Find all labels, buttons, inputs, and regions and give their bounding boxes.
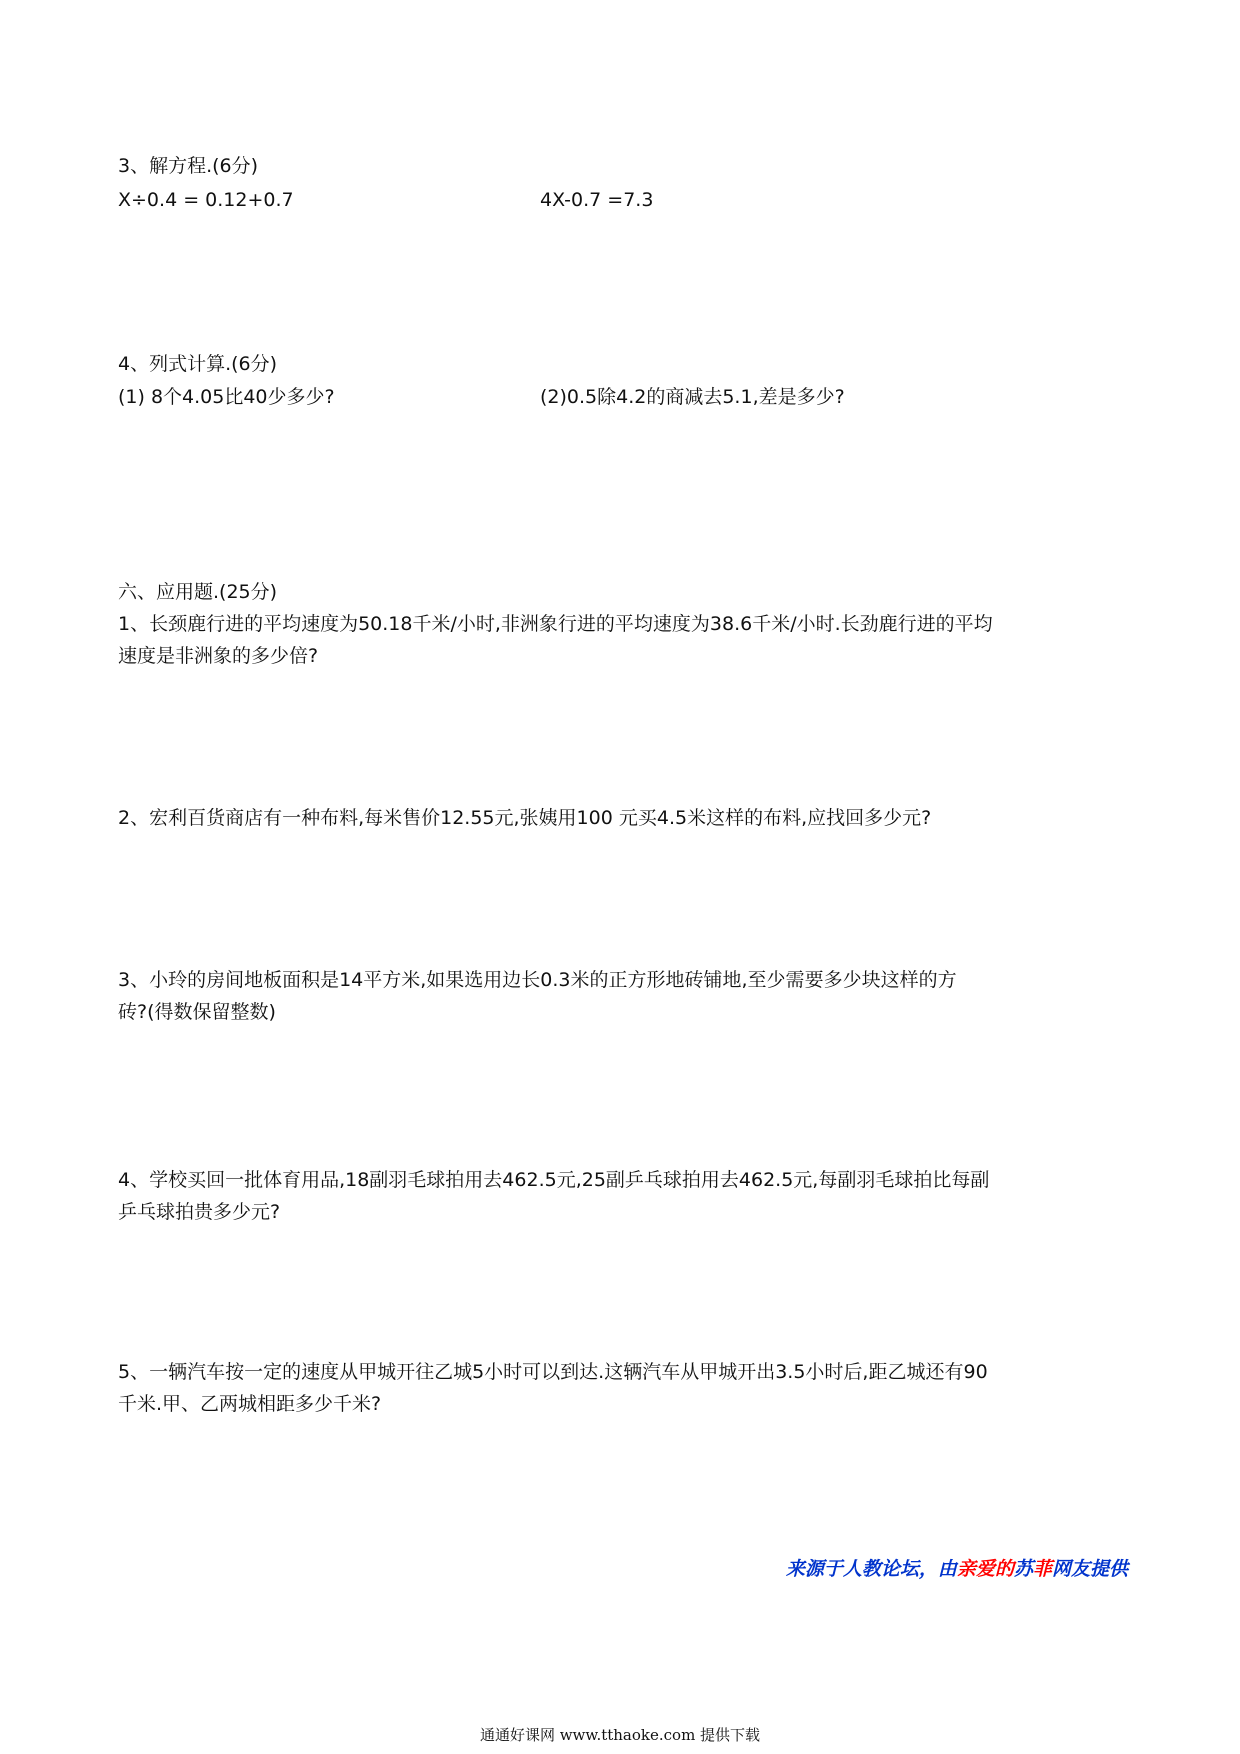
page-footer: 通通好课网 www.tthaoke.com 提供下载: [479, 1726, 761, 1744]
calc-question-2: (2)0.5除4.2的商减去5.1,差是多少?: [540, 386, 845, 408]
word-problem-5: [118, 1356, 1128, 1420]
word-problem-2-line-1: 2、宏利百货商店有一种布料,每米售价12.55元,张姨用100 元买4.5米这样的布料,应找回多少元?: [118, 807, 932, 829]
calc-question-1: (1) 8个4.05比40少多少?: [118, 386, 335, 408]
word-problem-4-line-2: 乒乓球拍贵多少元?: [118, 1201, 281, 1223]
credit-part-5: 网友提供: [1051, 1558, 1128, 1580]
word-problem-5-line-1: 5、一辆汽车按一定的速度从甲城开往乙城5小时可以到达.这辆汽车从甲城开出3.5小时后,距乙城还有90: [118, 1361, 988, 1383]
section-4-heading: 4、列式计算.(6分): [118, 353, 278, 375]
equation-1: X÷0.4 = 0.12+0.7: [118, 189, 294, 211]
word-problem-3: [118, 964, 1128, 1028]
word-problem-5-line-2: 千米.甲、乙两城相距多少千米?: [118, 1393, 382, 1415]
credit-part-1: 来源于人教论坛，由: [785, 1558, 957, 1580]
credit-part-4: 菲: [1032, 1558, 1052, 1580]
word-problem-4-line-1: 4、学校买回一批体育用品,18副羽毛球拍用去462.5元,25副乒乓球拍用去462.5元,每副羽毛球拍比每副: [118, 1169, 990, 1191]
word-problem-1-line-2: 速度是非洲象的多少倍?: [118, 645, 319, 667]
word-problem-1-line-1: 1、长颈鹿行进的平均速度为50.18千米/小时,非洲象行进的平均速度为38.6千米/小时.长劲鹿行进的平均: [118, 613, 993, 635]
word-problem-3-line-2: 砖?(得数保留整数): [118, 1001, 276, 1023]
source-credit: [786, 1554, 1128, 1581]
section-3-heading: 3、解方程.(6分): [118, 155, 259, 177]
word-problem-2: [118, 802, 1128, 834]
word-problem-3-line-1: 3、小玲的房间地板面积是14平方米,如果选用边长0.3米的正方形地砖铺地,至少需要多少块这样的方: [118, 969, 957, 991]
section-6-heading: 六、应用题.(25分): [118, 581, 278, 603]
credit-part-2: 亲爱的: [956, 1558, 1014, 1580]
credit-part-3: 苏: [1013, 1558, 1033, 1580]
equation-2: 4X-0.7 =7.3: [540, 189, 654, 211]
word-problem-1: [118, 608, 1128, 672]
word-problem-4: [118, 1164, 1128, 1228]
